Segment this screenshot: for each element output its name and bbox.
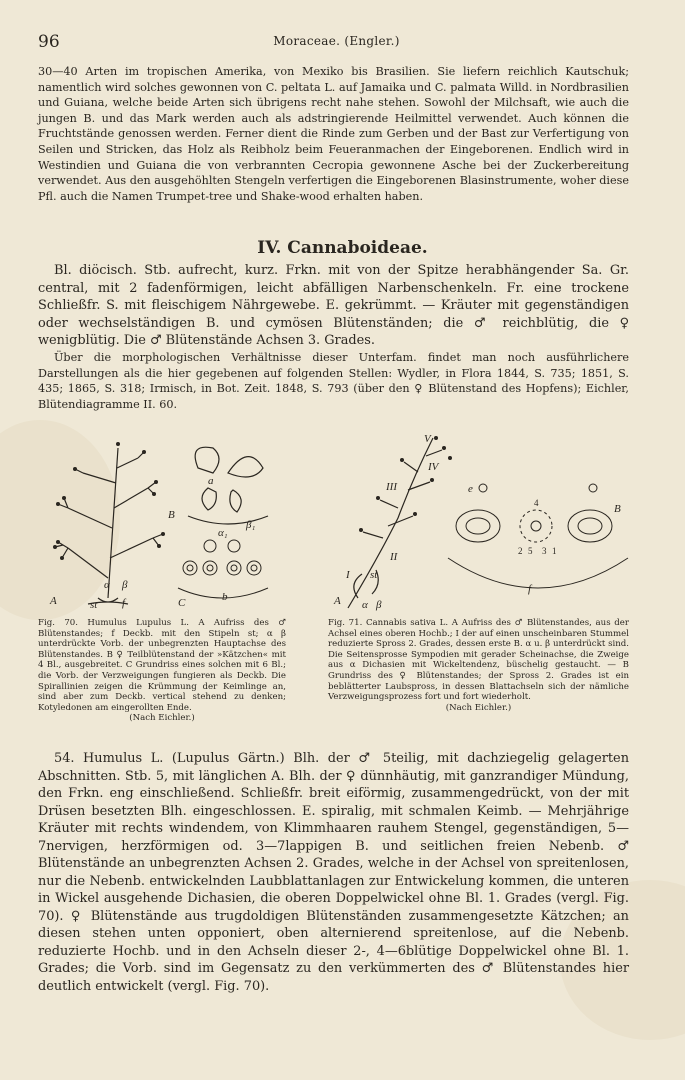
figure-70-caption-text: Fig. 70. Humulus Lupulus L. A Aufriss des ♂ Blütenstandes; f Deckb. mit den Stipeln st; α β unterdrückte Vorb. der unbegrenzten Hauptachse des Blütenstandes. B ♀ Teilblütenstand der »Kätzchen« mit 4 Bl., ausgebreitet. C Grundriss eines solchen mit 6 Bl.; die Vorb. der Verzweigungen fungieren als Deckb. Die Spirallinien zeigen die Krümmung der Keimlinge an, sind aber zum Deckb. vertical stehend zu denken; Kotyledonen am eingerollten Ende. (38, 618, 286, 713)
figure-71-caption (328, 618, 629, 713)
figure-70-credit: (Nach Eichler.) (129, 713, 195, 724)
figure-70-label-alpha: α (104, 579, 110, 591)
figure-70-label-f: f (122, 597, 126, 609)
figure-71-label-2: 2 (518, 546, 523, 556)
paragraph-cannaboideae-description: Bl. diöcisch. Stb. aufrecht, kurz. Frkn. mit von der Spitze herabhängender Sa. Gr. central, mit 2 fadenförmigen, leicht abfälligen Narbenschenkeln. Fr. eine trockene Schließfr. S. mit fleischigem Nährgewebe. E. gekrümmt. — Kräuter mit gegenständigen oder wechselständigen B. und cymösen Blütenständen; die ♂ reichblütig, die ♀ wenigblütig. Die ♂ Blütenstände Achsen 3. Grades. (38, 263, 629, 348)
figure-71 (328, 428, 629, 713)
figure-71-label-5: 5 (528, 546, 533, 556)
figure-71-label-III: III (386, 481, 397, 493)
figure-71-label-4: 4 (534, 498, 539, 508)
section-heading: IV. Cannaboideae. (257, 238, 428, 258)
paragraph-humulus: 54. Humulus L. (Lupulus Gärtn.) Blh. der ♂ 5teilig, mit dachziegelig gelagerten Abschnitten. Stb. 5, mit länglichen A. Blh. der ♀ dünnhäutig, mit ganzrandiger Mündung, den Frkn. eng einschließend. Schließfr. breit eiförmig, zusammengedrückt, von der mit Drüsen besetzten Blh. eingeschlossen. E. spiralig, mit schmalen Keimb. — Mehrjährige Kräuter mit rechts windendem, von Klimmhaaren rauhem Stengel, gegenständigen, 5—7nervigen, herzförmigen od. 3—7lappigen B. und seitlichen freien Nebenb. ♂ Blütenstände an unbegrenzten Achsen 2. Grades, welche in der Achsel von spreitenlosen, nur die Nebenb. entwickelnden Laubblattanlagen zur Entwickelung kommen, die unteren in Wickel ausgehende Dichasien, die oberen Doppelwickel ohne Bl. 1. Grades (vergl. Fig. 70). ♀ Blütenstände aus trugdoldigen Blütenständen zusammengesetzte Kätzchen; an diesen stehen unten opponiert, oben alternierend spreitenlose, auf die Nebenb. reduzierte Hochb. und in den Achseln dieser 2-, 4—6blütige Doppelwickel ohne Bl. 1. Grades; die Vorb. sind im Gegensatz zu den verkümmerten des ♂ Blütenstandes hier deutlich entwickelt (vergl. Fig. 70). (38, 751, 629, 994)
running-head: Moraceae. (Engler.) (273, 34, 400, 48)
figure-71-label-e: e (468, 483, 473, 495)
figure-70-label-A: A (50, 595, 57, 607)
figure-70-label-beta-one: β₁ (246, 519, 256, 531)
figures-row (38, 428, 629, 742)
cannabis-flower-dots (359, 436, 452, 532)
humulus-flower-dots (53, 442, 165, 560)
figure-71-label-B: B (614, 503, 621, 515)
figure-70-label-C: C (178, 597, 186, 609)
page-number: 96 (38, 32, 60, 52)
figure-71-drawing (328, 428, 629, 614)
figure-71-credit: (Nach Eichler.) (445, 702, 512, 713)
humulus-diagram-C (178, 540, 268, 598)
figure-71-label-I: I (346, 569, 350, 581)
paragraph-literature-references: Über die morphologischen Verhältnisse dieser Unterfam. findet man noch ausführlichere Darstellungen als die hier gegebenen auf folgenden Stellen: Wydler, in Flora 1844, S. 735; 1851, S. 435; 1865, S. 318; Irmisch, in Bot. Zeit. 1848, S. 793 (über den ♀ Blütenstand des Hopfens); Eichler, Blütendiagramme II. 60. (38, 351, 629, 411)
figure-70-label-alpha-one: α₁ (218, 527, 228, 539)
figure-71-label-II: II (390, 551, 398, 563)
figure-70-label-a: a (208, 475, 214, 487)
figure-70-label-B: B (168, 509, 175, 521)
figure-71-label-f: f (528, 583, 532, 595)
figure-71-label-IV: IV (428, 461, 439, 473)
humulus-catkin-B (188, 447, 268, 524)
figure-71-label-beta: β (376, 599, 382, 611)
figure-70 (38, 428, 286, 724)
figure-70-caption (38, 618, 286, 724)
figure-70-label-b: b (222, 591, 228, 603)
figure-71-caption-text: Fig. 71. Cannabis sativa L. A Aufriss des ♂ Blütenstandes, aus der Achsel eines oberen Hochb.; I der auf einen unscheinbaren Stummel reduzierte Spross 2. Grades, dessen erste B. α u. β unterdrückt sind. Die Seitensprosse Sympodien mit gerader Scheinachse, die Zweige aus α Dichasien mit Wickeltendenz, büschelig gestaucht. — B Grundriss des ♀ Blütenstandes; der Spross 2. Grades ist ein beblätterter Laubspross, in dessen Blattachseln sich der nämliche Verzweigungsprozess fort und fort wiederholt. (328, 618, 629, 703)
paragraph-cecropia-uses: 30—40 Arten im tropischen Amerika, von Mexiko bis Brasilien. Sie liefern reichlich Kautschuk; namentlich wird solches gewonnen von C. peltata L. auf Jamaika und C. palmata Willd. in Nordbrasilien und Guiana, welche beide Arten sich übrigens recht nahe stehen. Sowohl der Milchsaft, wie auch die jungen B. und das Mark werden auch als adstringierende Heilmittel verwendet. Auch können die Fruchtstände genossen werden. Ferner dient die Rinde zum Gerben und der Bast zur Verfertigung von Seilen und Stricken, das Holz als Reibholz beim Feueranmachen der Eingeborenen. Endlich wird in Westindien und Guiana die von verbrannten Cecropia gewonnene Asche bei der Zuckerbereitung verwendet. Aus den ausgehöhlten Stengeln verfertigen die Eingeborenen Blasinstrumente, woher diese Pfl. auch die Namen Trumpet-tree und Shake-wood erhalten haben. (38, 65, 629, 203)
figure-71-label-1: 1 (552, 546, 557, 556)
figure-71-label-st: st (370, 569, 378, 581)
figure-71-label-alpha: α (362, 599, 368, 611)
figure-71-label-3: 3 (542, 546, 547, 556)
figure-70-label-st: st (90, 599, 98, 611)
figure-70-label-beta: β (122, 579, 128, 591)
figure-70-drawing (38, 428, 286, 614)
figure-71-label-V: V (424, 433, 431, 445)
figure-71-label-A: A (334, 595, 341, 607)
page-header (38, 32, 635, 52)
